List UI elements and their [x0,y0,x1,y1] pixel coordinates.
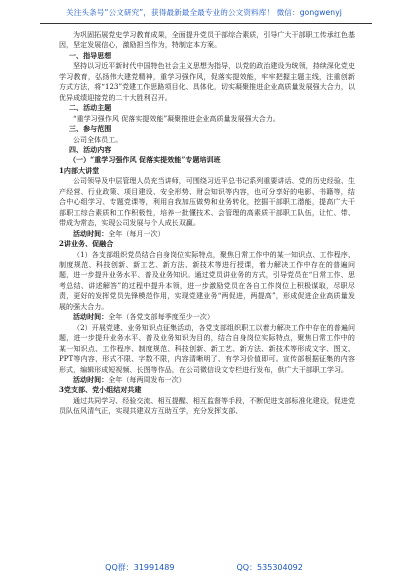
heading-internal-lecture: 1内部大讲堂 [59,165,100,175]
activity-time-value: 全年（各党支部每季度至少一次） [108,313,214,322]
activity-theme-paragraph: “重学习强作风 促落实提效能”凝聚推进企业高质量发展强大合力。 [73,114,280,123]
activity-time-label: 活动时间： [73,312,109,322]
intro-paragraph: 为巩固拓展党史学习教育成果，全面提升党员干部综合素质，引导广大干部职工传承红色基因，坚定发展信心，激励担当作为，特制定本方案。 [59,31,355,50]
footer-contacts [0,562,408,573]
business-paragraph-1: （1）各支部组织党员结合自身岗位实际特点，聚焦日常工作中的某一知识点、工作程序、制度规范、科技创新、新工艺、新方法、新技术等进行授课，着力解决工作中存在的普遍问题，进一步提升业务水平、普及业务知识。通过党员讲业务的方式，引导党员在“日常工作、思考总结、讲述解答”的过程中提升本领，进一步激励党员在各自工作岗位上积极谋取，尽职尽责，更好的发挥党员先锋模范作用，实现党建业务“两促进，两提高”，形成促进企业高质量发展的强大合力。 [59,250,355,311]
internal-lecture-paragraph: 公司领导及中层管理人员充当讲师，可围绕习近平总书记系列重要讲话、党的历史经验、生产经营、行业政策、项目建设、安全形势、财会知识等内容，也可分享好的电影、书籍等，结合中心组学习、专题党课等，利用自我加压做势和业务转化，挖掘干部职工潜能，提高广大干部职工综合素质和工作积极性，培养一批懂技术、会管理的高素质干部职工队伍，让忙、带、带成为常态，实现公司发展与个人成长双赢。 [59,177,355,228]
pairing-paragraph: 通过共同学习、经验交流、相互提醒、相互监督等手段，不断促进支部标准化建设，促进党员队伍风清气正，实现共建双方互助互学，充分发挥支部、 [59,396,355,416]
heading-participants: 三、参与范围 [69,124,112,134]
activity-time-value: 全年（每月一次） [108,229,165,238]
activity-time-2 [59,312,355,322]
activity-time-label: 活动时间： [73,228,109,238]
qq-group: QQ群：31991489 [105,563,175,572]
business-paragraph-2: （2）开展党建、业务知识点征集活动，各党支部组织职工以着力解决工作中存在的普遍问题，进一步提升业务水平、普及业务知识为目的，结合自身岗位实际特点，聚焦日常工作中的某一知识点、工作程序、制度规范、科技创新、新工艺、新方法、新技术等形成文字、图文、PPT等内容，形式不限、字数不限，内容清晰明了、有学习价值即可。宣传部根据征集的内容形式，编辑形成短视频、长图等作品，在公司微信设文专栏进行发布，供广大干部职工学习。 [59,323,355,374]
activity-time-1 [59,229,355,239]
heading-business-integration: 2讲业务、促融合 [59,239,114,249]
document-body [59,30,355,417]
participants-paragraph: 公司全体员工。 [73,135,123,144]
header-banner: 关注头条号“公文研究”，获得最新最全最专业的公文资料库！ 微信：gongwenyj [66,8,342,17]
header-rule [40,23,372,24]
heading-pairing: 3党支部、党小组结对共建 [59,385,142,395]
activity-time-3 [59,375,355,385]
activity-time-label: 活动时间： [73,374,109,384]
guiding-ideology-paragraph: 坚持以习近平新时代中国特色社会主义思想为指导，以党的政治建设为统领，持续深化党史学习教育，弘扬伟大建党精神，重学习强作风，促落实提效能，牢牢把握主题主线，注重创新方式方法，将“123”党建工作思路项目化、具体化，切实凝聚推进企业高质量发展强大合力，以优异成绩迎接党的二十大胜利召开。 [59,62,355,102]
qq-contact: QQ：535304092 [236,563,303,572]
activity-time-value: 全年（每两周发布一次） [108,375,186,384]
heading-activity-content: 四、活动内容 [69,144,112,154]
heading-training-class: （一）“重学习强作风 促落实提效能”专题培训班 [69,155,221,165]
heading-guiding-ideology: 一、指导思想 [69,50,112,60]
heading-activity-theme: 二、活动主题 [69,103,112,113]
